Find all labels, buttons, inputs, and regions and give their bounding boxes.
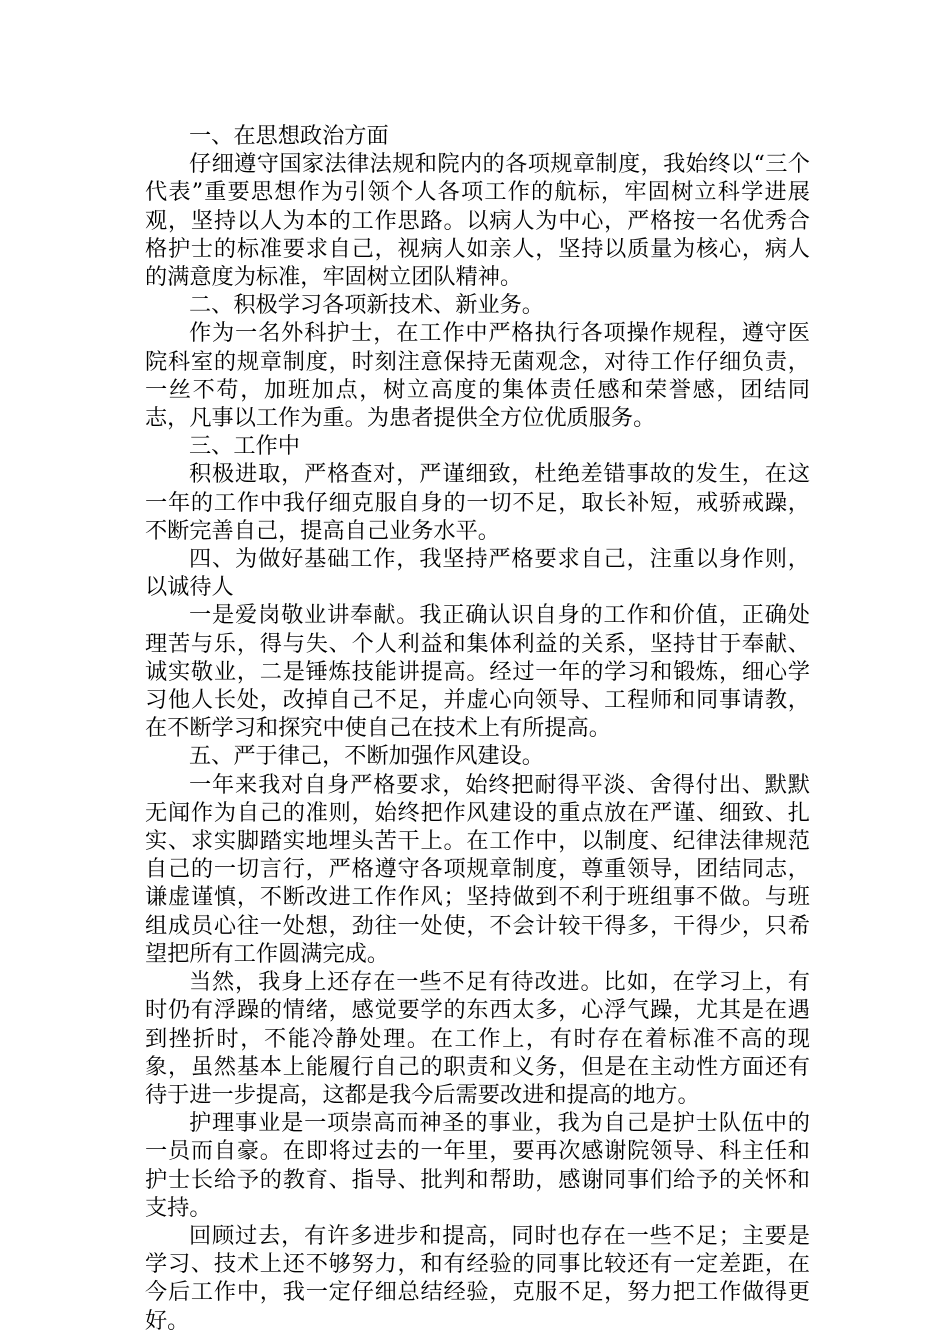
- paragraph-1: 仔细遵守国家法律法规和院内的各项规章制度，我始终以“三个代表”重要思想作为引领个人各项工作的航标，牢固树立科学进展观，坚持以人为本的工作思路。以病人为中心，严格按一名优秀合格护士的标准要求自己，视病人如亲人，坚持以质量为核心，病人的满意度为标准，牢固树立团队精神。: [145, 151, 810, 291]
- paragraph-7: 护理事业是一项崇高而神圣的事业，我为自己是护士队伍中的一员而自豪。在即将过去的一年里，要再次感谢院领导、科主任和护士长给予的教育、指导、批判和帮助，感谢同事们给予的关怀和支持。: [145, 1110, 810, 1221]
- paragraph-3: 积极进取，严格查对，严谨细致，杜绝差错事故的发生，在这一年的工作中我仔细克服自身的一切不足，取长补短，戒骄戒躁，不断完善自己，提高自己业务水平。: [145, 461, 810, 544]
- section-heading-5: 五、严于律己，不断加强作风建设。: [189, 743, 544, 770]
- paragraph-8: 回顾过去，有许多进步和提高，同时也存在一些不足；主要是学习、技术上还不够努力，和有经验的同事比较还有一定差距，在今后工作中，我一定仔细总结经验，克服不足，努力把工作做得更好。: [145, 1222, 810, 1334]
- paragraph-4: 一是爱岗敬业讲奉献。我正确认识自身的工作和价值，正确处理苦与乐，得与失、个人利益和集体利益的关系，坚持甘于奉献、诚实敬业，二是锤炼技能讲提高。经过一年的学习和锻炼，细心学习他人长处，改掉自己不足，并虚心向领导、工程师和同事请教，在不断学习和探究中使自己在技术上有所提高。: [145, 602, 810, 742]
- paragraph-2: 作为一名外科护士，在工作中严格执行各项操作规程，遵守医院科室的规章制度，时刻注意保持无菌观念，对待工作仔细负责，一丝不苟，加班加点，树立高度的集体责任感和荣誉感，团结同志，凡事以工作为重。为患者提供全方位优质服务。: [145, 320, 810, 432]
- paragraph-5: 一年来我对自身严格要求，始终把耐得平淡、舍得付出、默默无闻作为自己的准则，始终把作风建设的重点放在严谨、细致、扎实、求实脚踏实地埋头苦干上。在工作中，以制度、纪律法律规范自己的一切言行，严格遵守各项规章制度，尊重领导，团结同志，谦虚谨慎，不断改进工作作风；坚持做到不利于班组事不做。与班组成员心往一处想，劲往一处使，不会计较干得多，干得少，只希望把所有工作圆满完成。: [145, 771, 810, 967]
- section-heading-2: 二、积极学习各项新技术、新业务。: [189, 292, 544, 319]
- paragraph-6: 当然，我身上还存在一些不足有待改进。比如，在学习上，有时仍有浮躁的情绪，感觉要学的东西太多，心浮气躁，尤其是在遇到挫折时，不能冷静处理。在工作上，有时存在着标准不高的现象，虽然基本上能履行自己的职责和义务，但是在主动性方面还有待于进一步提高，这都是我今后需要改进和提高的地方。: [145, 969, 810, 1108]
- document-body: [145, 122, 810, 1335]
- section-heading-3: 三、工作中: [189, 433, 300, 460]
- section-heading-1: 一、在思想政治方面: [189, 123, 389, 149]
- section-heading-4: 四、为做好基础工作，我坚持严格要求自己，注重以身作则，以诚待人: [145, 546, 810, 601]
